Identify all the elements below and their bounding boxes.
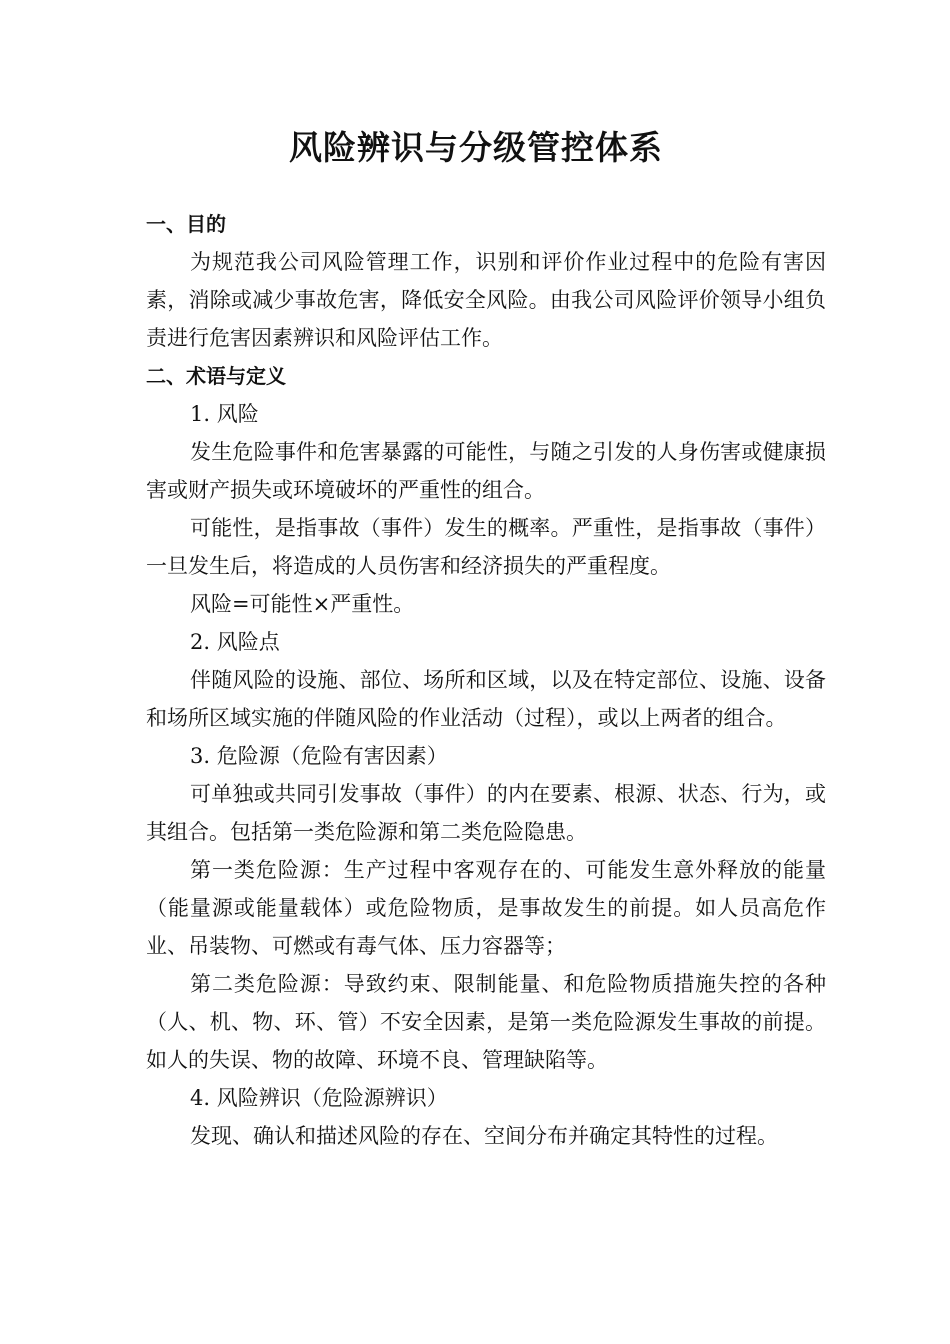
paragraph: 伴随风险的设施、部位、场所和区域，以及在特定部位、设施、设备和场所区域实施的伴随风险的作业活动（过程），或以上两者的组合。 [146,668,826,730]
paragraph: 发生危险事件和危害暴露的可能性，与随之引发的人身伤害或健康损害或财产损失或环境破坏的严重性的组合。 [146,440,826,502]
paragraph: 第二类危险源：导致约束、限制能量、和危险物质措施失控的各种（人、机、物、环、管）不安全因素，是第一类危险源发生事故的前提。如人的失误、物的故障、环境不良、管理缺陷等。 [146,972,826,1072]
paragraph: 第一类危险源：生产过程中客观存在的、可能发生意外释放的能量（能量源或能量载体）或危险物质，是事故发生的前提。如人员高危作业、吊装物、可燃或有毒气体、压力容器等； [146,858,826,958]
paragraph: 可单独或共同引发事故（事件）的内在要素、根源、状态、行为，或其组合。包括第一类危险源和第二类危险隐患。 [146,782,826,844]
section-heading-terms: 二、术语与定义 [146,364,286,388]
paragraph: 发现、确认和描述风险的存在、空间分布并确定其特性的过程。 [190,1124,778,1148]
paragraph: 风险=可能性×严重性。 [190,592,415,616]
section-heading-purpose: 一、目的 [146,212,226,236]
item-label-risk-point: 2. 风险点 [190,630,280,654]
item-label-hazard-source: 3. 危险源（危险有害因素） [190,744,448,768]
paragraph: 可能性，是指事故（事件）发生的概率。严重性，是指事故（事件）一旦发生后，将造成的人员伤害和经济损失的严重程度。 [146,516,826,578]
item-label-risk: 1. 风险 [190,402,259,426]
document-title: 风险辨识与分级管控体系 [289,128,663,167]
paragraph: 为规范我公司风险管理工作，识别和评价作业过程中的危险有害因素，消除或减少事故危害，降低安全风险。由我公司风险评价领导小组负责进行危害因素辨识和风险评估工作。 [146,250,826,350]
document-body [146,205,826,1155]
item-label-risk-identification: 4. 风险辨识（危险源辨识） [190,1086,448,1110]
